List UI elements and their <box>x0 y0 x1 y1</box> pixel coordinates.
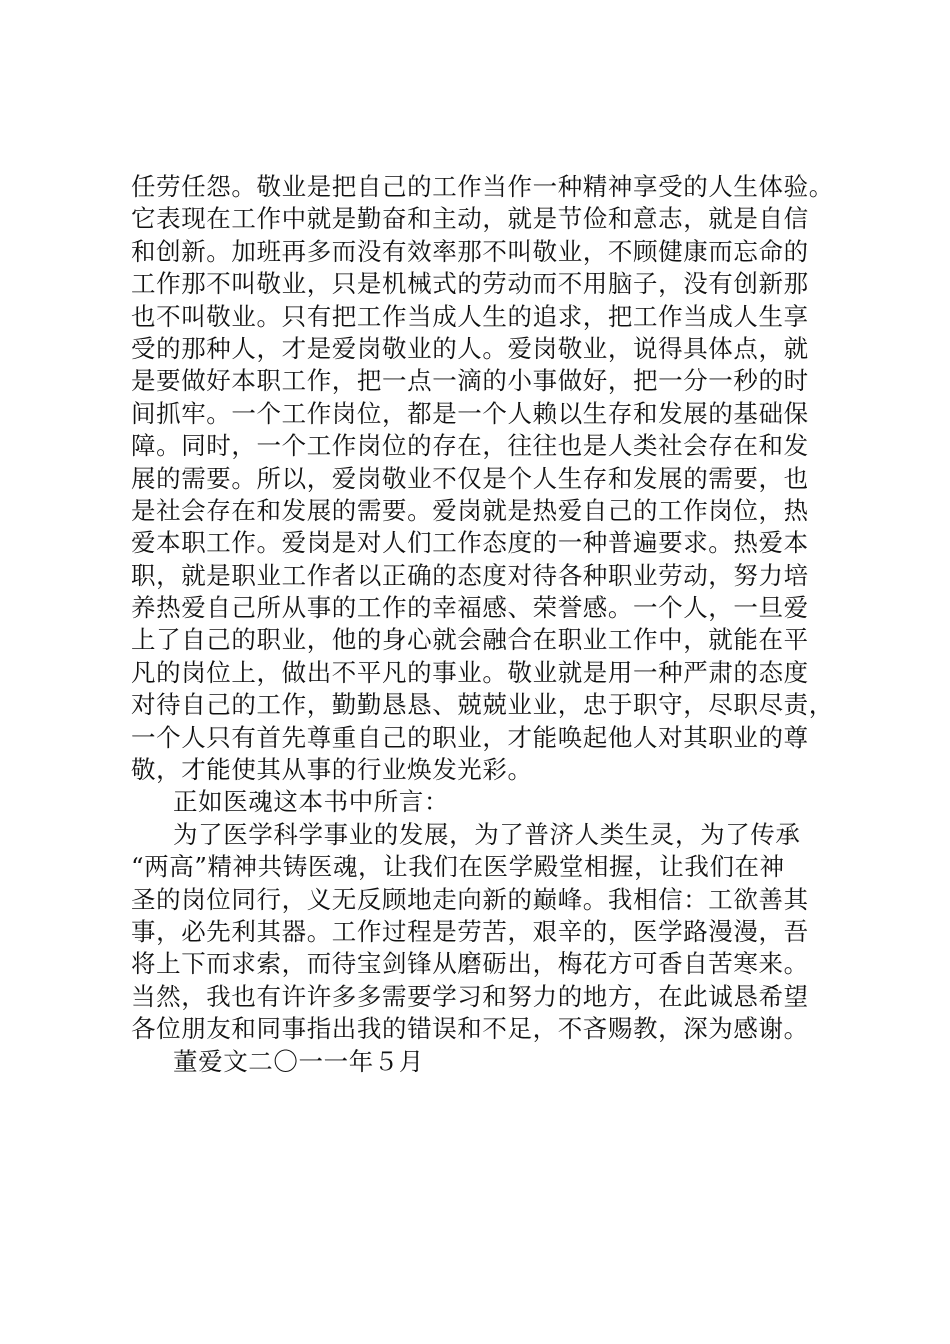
text-line: 养热爱自己所从事的工作的幸福感、荣誉感。一个人，一旦爱 <box>131 593 809 623</box>
document-body <box>131 171 851 1078</box>
text-line: 障。同时，一个工作岗位的存在，往往也是人类社会存在和发 <box>131 431 809 461</box>
text-line: 将上下而求索，而待宝剑锋从磨砺出，梅花方可香自苦寒来。 <box>131 949 809 979</box>
text-line: 当然，我也有许许多多需要学习和努力的地方，在此诚恳希望 <box>131 981 809 1011</box>
text-line: 职，就是职业工作者以正确的态度对待各种职业劳动，努力培 <box>131 560 809 590</box>
text-line: 爱本职工作。爱岗是对人们工作态度的一种普遍要求。热爱本 <box>131 528 809 558</box>
text-line: 它表现在工作中就是勤奋和主动，就是节俭和意志，就是自信 <box>131 204 809 234</box>
text-line: 事，必先利其器。工作过程是劳苦，艰辛的，医学路漫漫，吾 <box>131 916 809 946</box>
text-line: 对待自己的工作，勤勤恳恳、兢兢业业，忠于职守，尽职尽责， <box>131 690 834 720</box>
text-line: 间抓牢。一个工作岗位，都是一个人赖以生存和发展的基础保 <box>131 398 809 428</box>
text-line: 上了自己的职业，他的身心就会融合在职业工作中，就能在平 <box>131 625 809 655</box>
text-line: 圣的岗位同行，义无反顾地走向新的巅峰。我相信：工欲善其 <box>131 884 809 914</box>
text-line: 任劳任怨。敬业是把自己的工作当作一种精神享受的人生体验。 <box>131 172 834 201</box>
text-line: 展的需要。所以，爱岗敬业不仅是个人生存和发展的需要，也 <box>131 463 809 493</box>
text-line: 和创新。加班再多而没有效率那不叫敬业，不顾健康而忘命的 <box>131 236 809 266</box>
text-line: 凡的岗位上，做出不平凡的事业。敬业就是用一种严肃的态度 <box>131 657 809 687</box>
signature-line: 董爱文二〇一一年５月 <box>173 1046 424 1076</box>
text-line: 受的那种人，才是爱岗敬业的人。爱岗敬业，说得具体点，就 <box>131 333 809 363</box>
text-line: 正如医魂这本书中所言： <box>173 787 450 817</box>
text-line: 各位朋友和同事指出我的错误和不足，不吝赐教，深为感谢。 <box>131 1014 809 1044</box>
text-line: 工作那不叫敬业，只是机械式的劳动而不用脑子，没有创新那 <box>131 269 809 299</box>
text-line: 是社会存在和发展的需要。爱岗就是热爱自己的工作岗位，热 <box>131 495 809 525</box>
text-line: 为了医学科学事业的发展，为了普济人类生灵，为了传承 <box>173 819 801 849</box>
text-line: “两高”精神共铸医魂，让我们在医学殿堂相握，让我们在神 <box>131 852 785 882</box>
text-line: 敬，才能使其从事的行业焕发光彩。 <box>131 755 533 785</box>
text-line: 也不叫敬业。只有把工作当成人生的追求，把工作当成人生享 <box>131 301 809 331</box>
text-line: 一个人只有首先尊重自己的职业，才能唤起他人对其职业的尊 <box>131 722 809 752</box>
text-line: 是要做好本职工作，把一点一滴的小事做好，把一分一秒的时 <box>131 366 809 396</box>
